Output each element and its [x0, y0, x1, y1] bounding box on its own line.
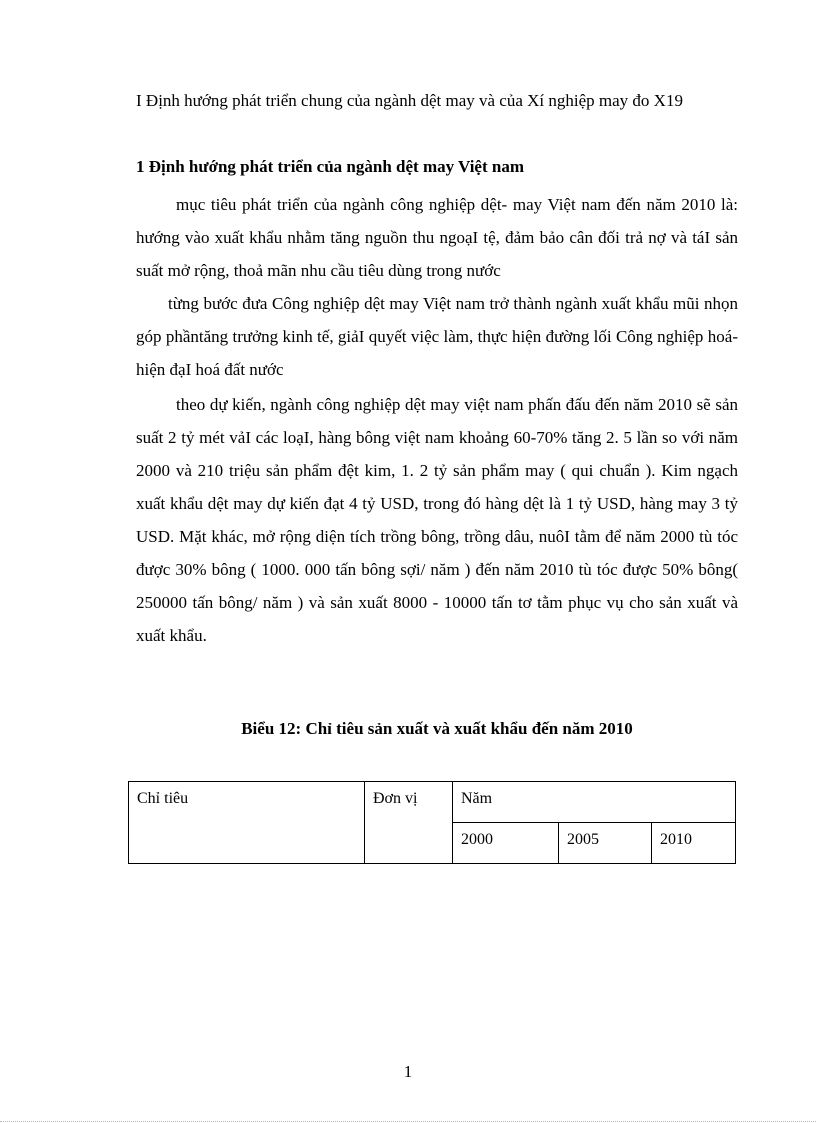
indicator-table [128, 781, 736, 864]
section-heading: I Định hướng phát triển chung của ngành dệt may và của Xí nghiệp may đo X19 [136, 91, 683, 110]
paragraph-3: theo dự kiến, ngành công nghiệp dệt may việt nam phấn đấu đến năm 2010 sẽ sản suất 2 tỷ mét vảI các loạI, hàng bông việt nam khoảng 60-70% tăng 2. 5 lần so với năm 2000 và 210 triệu sản phẩm đệt kim, 1. 2 tỷ sản phẩm may ( qui chuẩn ). Kim ngạch xuất khẩu dệt may dự kiến đạt 4 tỷ USD, trong đó hàng dệt là 1 tỷ USD, hàng may 3 tỷ USD. Mặt khác, mở rộng diện tích trồng bông, trồng dâu, nuôI tằm để năm 2000 tù tóc được 30% bông ( 1000. 000 tấn bông sợi/ năm ) đến năm 2010 tù tóc được 50% bông( 250000 tấn bông/ năm ) và sản xuất 8000 - 10000 tấn tơ tằm phục vụ cho sản xuất và xuất khẩu. [136, 395, 738, 645]
year-2010: 2010 [652, 823, 736, 864]
header-don-vi: Đơn vị [365, 782, 453, 864]
page-number: 1 [403, 1062, 413, 1081]
header-nam: Năm [453, 782, 736, 823]
year-2000: 2000 [453, 823, 559, 864]
page-bottom-divider [0, 1121, 816, 1122]
table-header-row [129, 782, 736, 823]
table-title: Biểu 12: Chỉ tiêu sản xuất và xuất khẩu đến năm 2010 [241, 719, 633, 738]
paragraph-1: mục tiêu phát triển của ngành công nghiệp dệt- may Việt nam đến năm 2010 là: hướng vào xuất khẩu nhằm tăng nguồn thu ngoạI tệ, đảm bảo cân đối trả nợ và táI sản suất mở rộng, thoả mãn nhu cầu tiêu dùng trong nước [136, 195, 738, 280]
year-2005: 2005 [559, 823, 652, 864]
paragraph-2: từng bước đưa Công nghiệp dệt may Việt nam trở thành ngành xuất khẩu mũi nhọn góp phầntăng trưởng kinh tế, giảI quyết việc làm, thực hiện đường lối Công nghiệp hoá- hiện đạI hoá đất nước [136, 294, 738, 379]
header-chi-tieu: Chỉ tiêu [129, 782, 365, 864]
subsection-heading: 1 Định hướng phát triển của ngành dệt may Việt nam [136, 157, 525, 176]
